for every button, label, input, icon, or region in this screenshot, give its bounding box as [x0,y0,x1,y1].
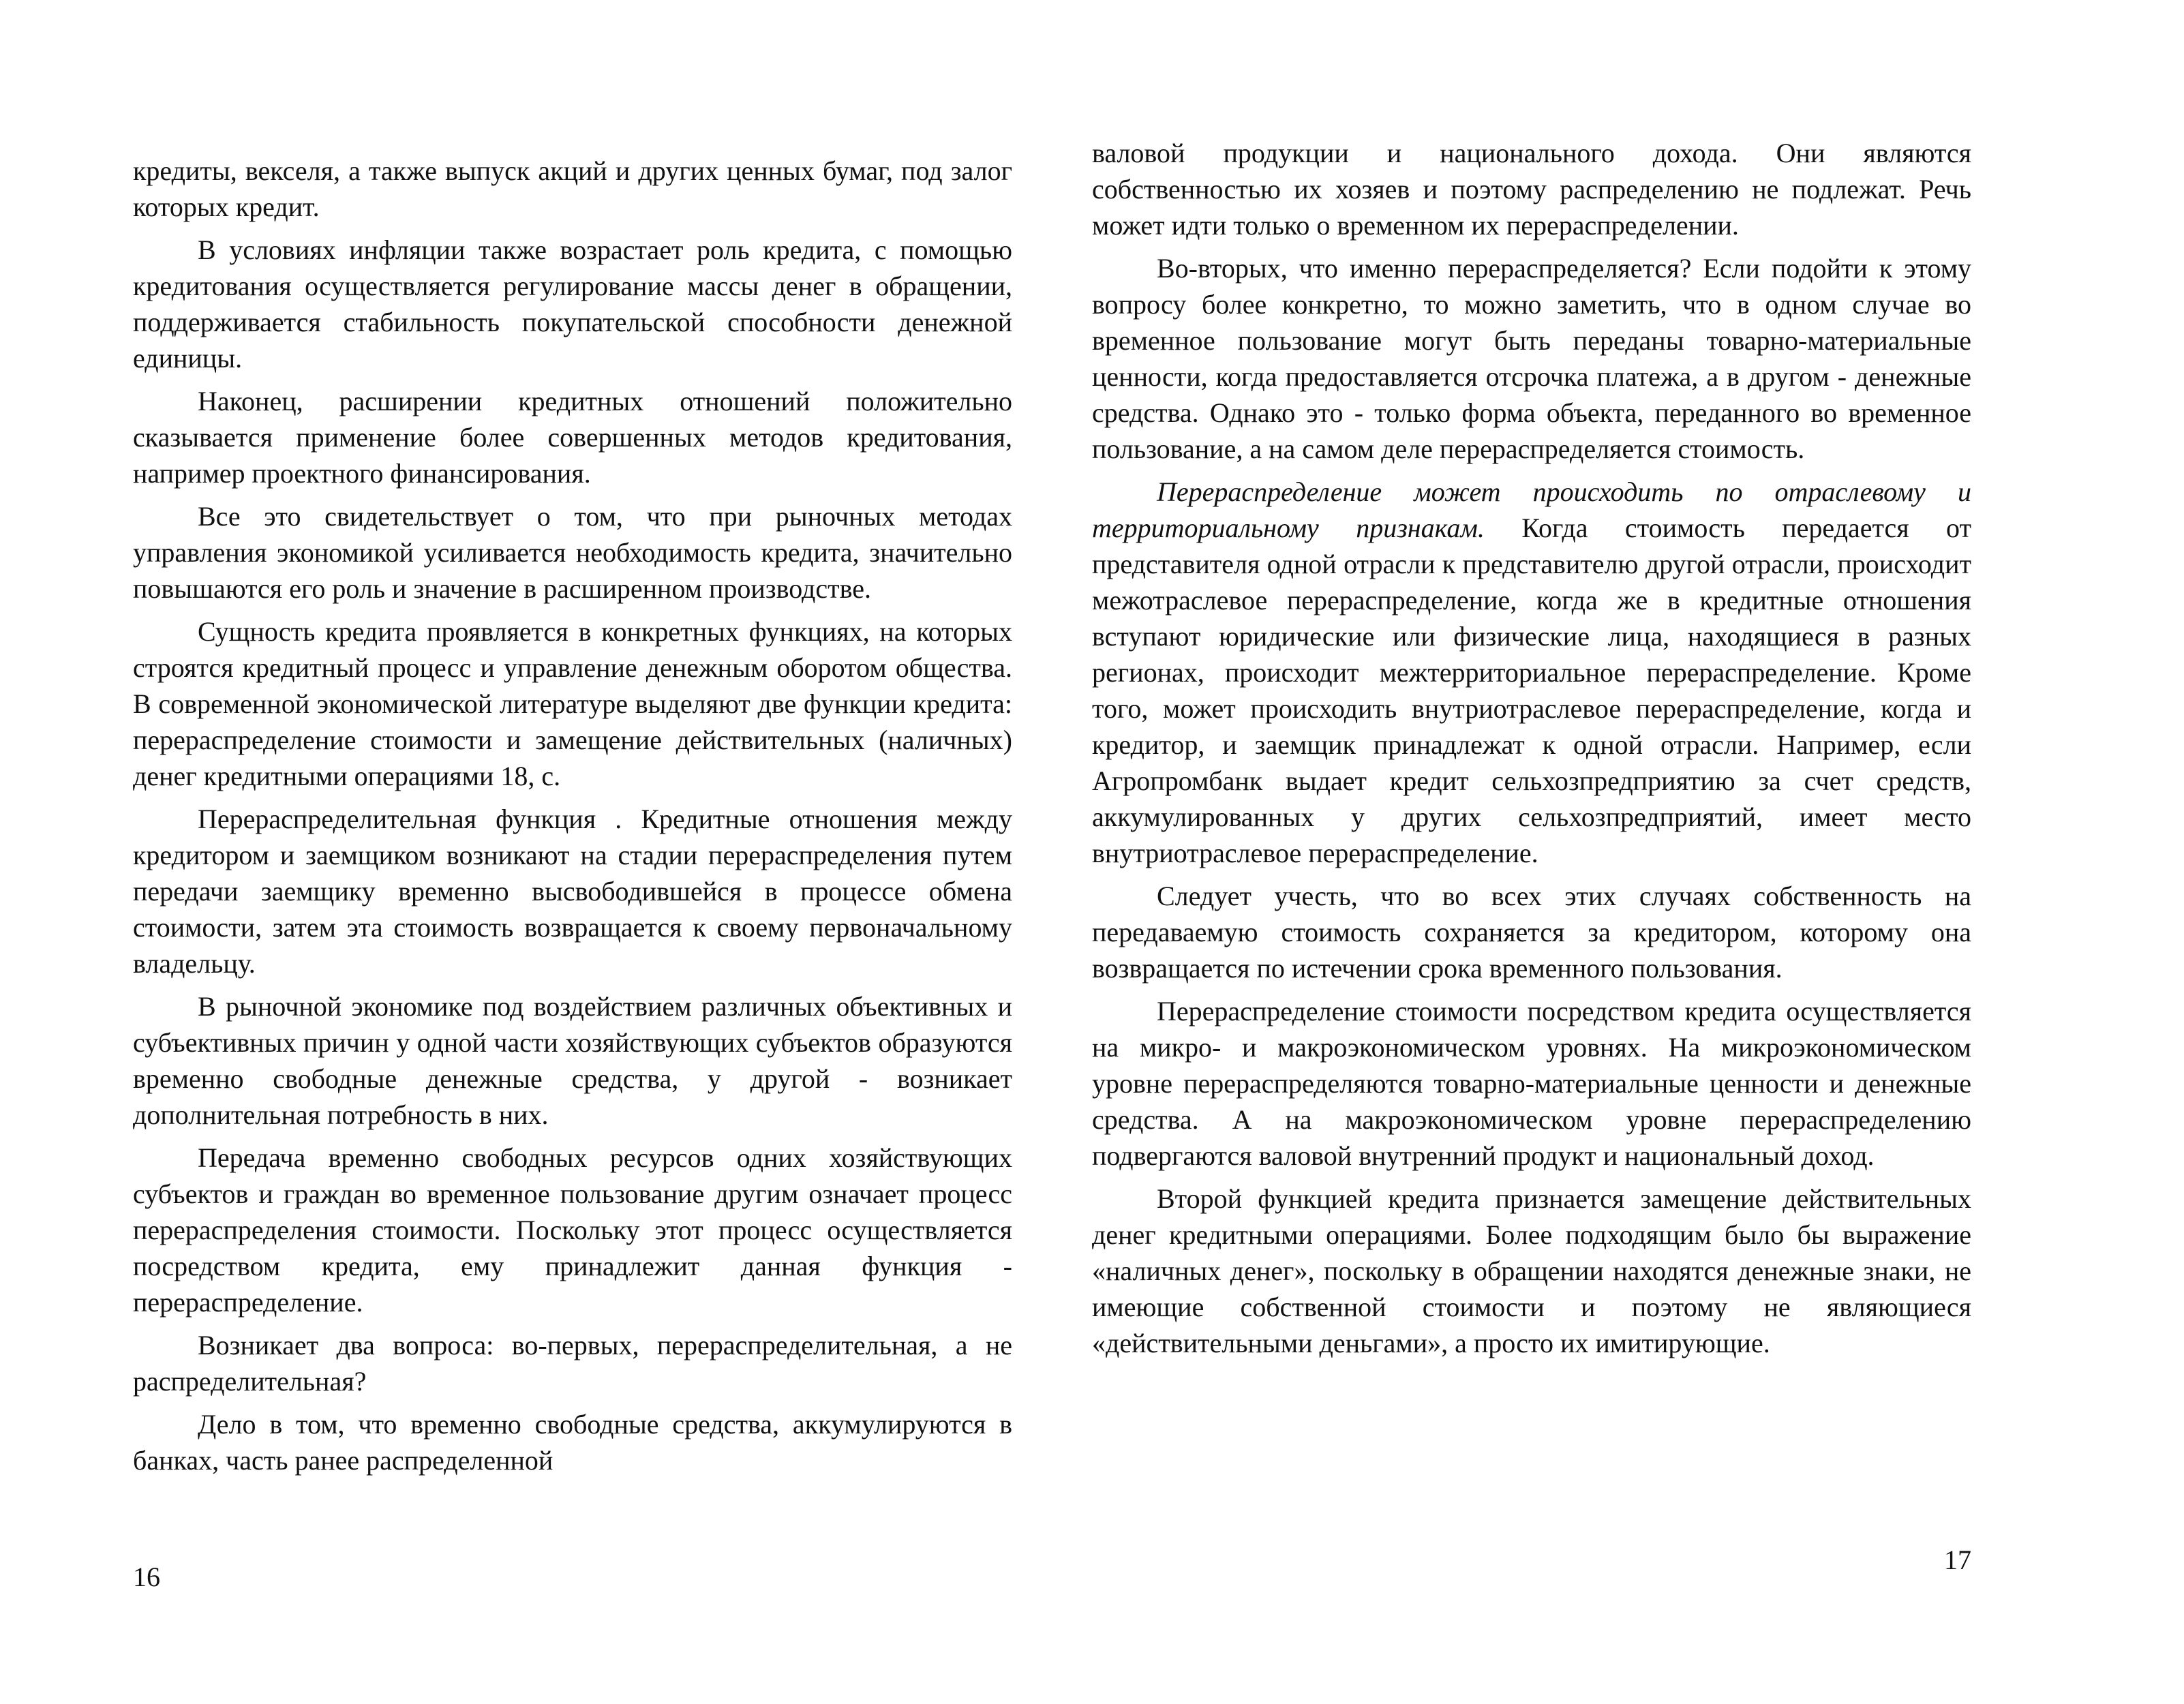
right-paragraph-1: валовой продукции и национального дохода. Они являются собственностью их хозяев и поэтому распределению не подлежат. Речь может идти только о временном их перераспределении. [1092,138,1971,241]
left-paragraph-9: Возникает два вопроса: во-первых, перераспределительная, а не распределительная? [133,1330,1012,1397]
left-paragraph-3: Наконец, расширении кредитных отношений положительно сказывается применение более совершенных методов кредитования, например проектного финансирования. [133,386,1012,489]
left-paragraph-7: В рыночной экономике под воздействием различных объективных и субъективных причин у одной части хозяйствующих субъектов образуются временно свободные денежные средства, у другой - возникает дополнительная потребность в них. [133,991,1012,1130]
right-paragraph-3-italic: Перераспределение может происходить по отраслевому и территориальному признакам. [1092,476,1971,543]
right-paragraph-3 [1092,474,1971,871]
right-page-number: 17 [1944,1545,1971,1575]
left-text-column [133,153,1012,1485]
right-paragraph-2: Во-вторых, что именно перераспределяется? Если подойти к этому вопросу более конкретно, то можно заметить, что в одном случае во временное пользование могут быть переданы товарно-материальные ценности, когда предоставляется отсрочка платежа, а в другом - денежные средства. Однако это - только форма объекта, переданного во временное пользование, а на самом деле перераспределяется стоимость. [1092,253,1971,464]
left-paragraph-2: В условиях инфляции также возрастает роль кредита, с помощью кредитования осуществляется регулирование массы денег в обращении, поддерживается стабильность покупательской способности денежной единицы. [133,234,1012,374]
left-paragraph-5: Сущность кредита проявляется в конкретных функциях, на которых строятся кредитный процесс и управление денежным оборотом общества. В современной экономической литературе выделяют две функции кредита: перераспределение стоимости и замещение действительных (наличных) денег кредитными операциями 18, с. [133,616,1012,791]
left-page-number: 16 [133,1562,160,1592]
left-paragraph-8: Передача временно свободных ресурсов одних хозяйствующих субъектов и граждан во временное пользование другим означает процесс перераспределения стоимости. Поскольку этот процесс осуществляется посредством кредита, ему принадлежит данная функция - перераспределение. [133,1142,1012,1318]
right-text-column [1092,135,1971,1368]
right-paragraph-4: Следует учесть, что во всех этих случаях собственность на передаваемую стоимость сохраняется за кредитором, которому она возвращается по истечении срока временного пользования. [1092,881,1971,984]
right-paragraph-3-rest: Когда стоимость передается от представителя одной отрасли к представителю другой отрасли, происходит межотраслевое перераспределение, когда же в кредитные отношения вступают юридические или физические лица, находящиеся в разных регионах, происходит межтерриториальное перераспределение. Кроме того, может происходить внутриотраслевое перераспределение, когда и кредитор, и заемщик принадлежат к одной отрасли. Например, если Агропромбанк выдает кредит сельхозпредприятию за счет средств, аккумулированных у других сельхозпредприятий, имеет место внутриотраслевое перераспределение. [1092,513,1971,868]
left-paragraph-10: Дело в том, что временно свободные средства, аккумулируются в банках, часть ранее распределенной [133,1409,1012,1476]
right-paragraph-5: Перераспределение стоимости посредством кредита осуществляется на микро- и макроэкономическом уровнях. На микроэкономическом уровне перераспределяются товарно-материальные ценности и денежные средства. А на макроэкономическом уровне перераспределению подвергаются валовой внутренний продукт и национальный доход. [1092,996,1971,1171]
left-paragraph-1: кредиты, векселя, а также выпуск акций и других ценных бумаг, под залог которых кредит. [133,155,1012,222]
right-page [1092,0,2184,1704]
left-paragraph-6: Перераспределительная функция . Кредитные отношения между кредитором и заемщиком возникают на стадии перераспределения путем передачи заемщику временно высвободившейся в процессе обмена стоимости, затем эта стоимость возвращается к своему первоначальному владельцу. [133,804,1012,979]
right-paragraph-6: Второй функцией кредита признается замещение действительных денег кредитными операциями. Более подходящим было бы выражение «наличных денег», поскольку в обращении находятся денежные знаки, не имеющие собственной стоимости и поэтому не являющиеся «действительными деньгами», а просто их имитирующие. [1092,1183,1971,1358]
left-paragraph-4: Все это свидетельствует о том, что при рыночных методах управления экономикой усиливается необходимость кредита, значительно повышаются его роль и значение в расширенном производстве. [133,501,1012,604]
